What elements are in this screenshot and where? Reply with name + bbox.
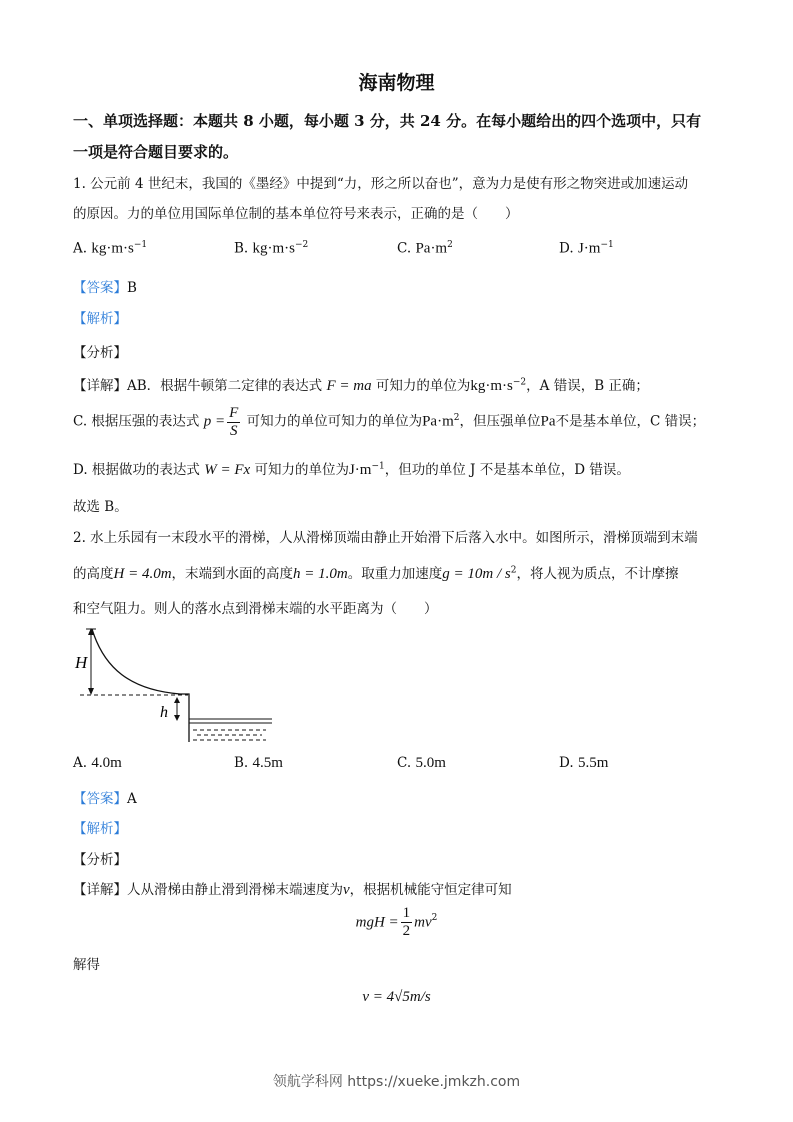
q1-option-b: B. $kg\cdot m\cdot s^{-2}$ (234, 240, 309, 257)
q2-stem-line1: 2. 水上乐园有一末段水平的滑梯，人从滑梯顶端由静止开始滑下后落入水中。如图所示，滑梯顶端到末端 (73, 530, 698, 546)
q2-solve-label: 解得 (73, 957, 100, 973)
equation-velocity: v = 4√5m/s (362, 989, 431, 1005)
q1-detail-c: C. 根据压强的表达式 p = $\frac{F}{S}$ 可知力的单位可知力的单位为$Pa\cdot m^2$，但压强单位Pa不是基本单位，C 错误； (73, 405, 706, 439)
section-heading-line1: 一、单项选择题：本题共 8 小题，每小题 3 分，共 24 分。在每小题给出的四个选项中，只有 (73, 112, 702, 130)
q1-option-d: D. $J\cdot m^{-1}$ (559, 240, 614, 257)
q1-analysis-label: 【解析】 (73, 311, 127, 327)
q1-detail-ab: 【详解】AB．根据牛顿第二定律的表达式 F = ma 可知力的单位为$kg\cdot m\cdot s^{-2}$，A 错误，B 正确； (73, 377, 649, 394)
slide-figure (70, 622, 280, 747)
page-title: 海南物理 (358, 72, 435, 94)
q2-option-d: D. 5.5m (559, 755, 609, 771)
q2-detail: 【详解】人从滑梯由静止滑到滑梯末端速度为v，根据机械能守恒定律可知 (73, 882, 512, 898)
q1-option-a: A. $kg\cdot m\cdot s^{-1}$ (73, 240, 148, 257)
arrow-down-icon (88, 688, 94, 695)
q2-analysis-label: 【解析】 (73, 821, 127, 837)
page-footer: 领航学科网 https://xueke.jmkzh.com (272, 1074, 521, 1090)
q1-answer: 【答案】B (73, 280, 137, 296)
arrow-up-icon (174, 697, 180, 703)
q2-answer: 【答案】A (73, 791, 137, 807)
q2-fenxi-label: 【分析】 (73, 852, 127, 868)
q2-stem-line2: 的高度H = 4.0m，末端到水面的高度h = 1.0m。取重力加速度$g = 10m / s^2$，将人视为质点，不计摩擦 (73, 565, 679, 582)
q1-fenxi-label: 【分析】 (73, 345, 127, 361)
q2-option-b: B. 4.5m (234, 755, 283, 771)
equation-energy: mgH = $\frac{1}{2}$ $mv^2$ (355, 905, 438, 939)
label-h: h (160, 704, 168, 721)
label-H: H (75, 653, 88, 672)
q1-option-c: C. $Pa\cdot m^2$ (397, 240, 453, 257)
q1-detail-d: D. 根据做功的表达式 W = Fx 可知力的单位为$J\cdot m^{-1}$，但功的单位 J 不是基本单位，D 错误。 (73, 461, 630, 478)
q1-conclusion: 故选 B。 (73, 499, 128, 515)
slide-curve (92, 629, 189, 742)
arrow-down-icon (174, 715, 180, 721)
q1-stem-line2: 的原因。力的单位用国际单位制的基本单位符号来表示，正确的是（ ） (73, 206, 519, 222)
q2-option-a: A. 4.0m (73, 755, 122, 771)
q1-stem-line1: 1. 公元前 4 世纪末，我国的《墨经》中提到“力，形之所以奋也”，意为力是使有形之物突进或加速运动 (73, 176, 689, 192)
q2-stem-line3: 和空气阻力。则人的落水点到滑梯末端的水平距离为（ ） (73, 601, 438, 617)
q2-option-c: C. 5.0m (397, 755, 446, 771)
section-heading-line2: 一项是符合题目要求的。 (73, 143, 239, 161)
